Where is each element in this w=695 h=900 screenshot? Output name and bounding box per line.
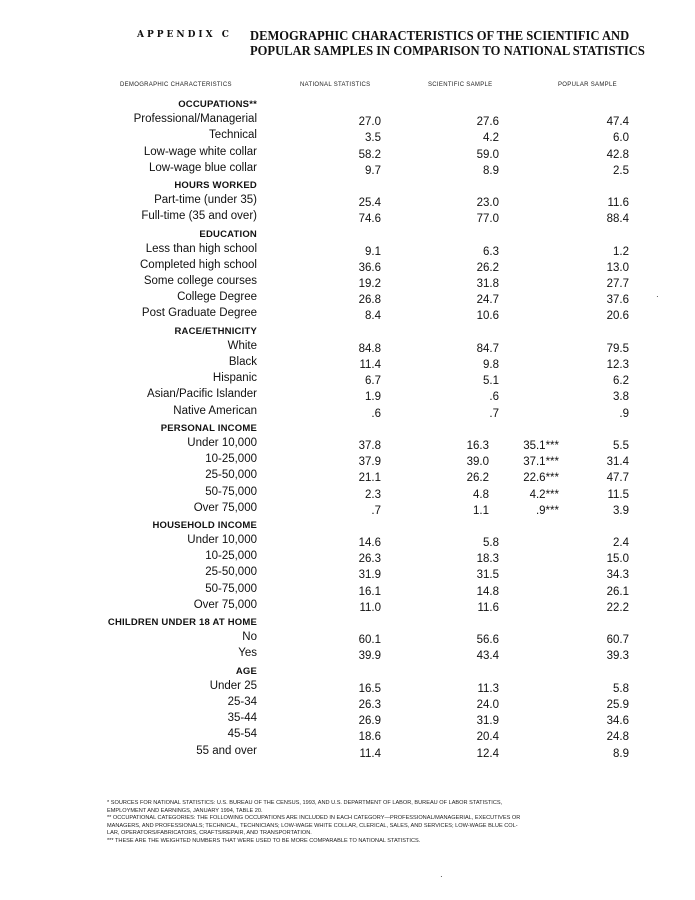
column-header-characteristics: DEMOGRAPHIC CHARACTERISTICS: [120, 82, 232, 88]
scientific-value: .7: [489, 407, 499, 420]
popular-value: 37.6: [606, 294, 629, 307]
table-row: [0, 501, 695, 517]
scientific-value: 31.9: [476, 715, 499, 728]
scientific-value: 9.8: [483, 359, 499, 371]
row-label: 45-54: [227, 728, 257, 741]
scientific-value: 23.0: [476, 197, 499, 210]
national-value: 2.3: [365, 488, 381, 501]
table-row: [0, 209, 695, 225]
table-row: [0, 468, 695, 484]
row-label: Hispanic: [212, 372, 257, 385]
national-value: 84.8: [358, 342, 381, 355]
scientific-value: 8.9: [483, 164, 499, 177]
row-label: 10-25,000: [205, 550, 257, 563]
scientific-value: 4.8: [473, 488, 489, 501]
table-row: [0, 193, 695, 209]
row-label: Black: [228, 356, 257, 368]
footnote-line: EMPLOYMENT AND EARNINGS, JANUARY 1994, TABLE 20.: [107, 807, 263, 814]
popular-value: 25.9: [606, 698, 629, 711]
popular-value: 12.3: [606, 359, 629, 371]
scientific-value: 18.3: [476, 553, 499, 566]
row-label: Native American: [173, 404, 257, 417]
popular-value: 34.3: [606, 569, 629, 582]
section-header-row: [0, 517, 695, 533]
row-label: Professional/Managerial: [133, 113, 257, 126]
section-title: CHILDREN UNDER 18 AT HOME: [107, 617, 257, 628]
popular-value: 42.8: [606, 148, 629, 161]
table-row: [0, 744, 695, 760]
table-row: [0, 404, 695, 420]
national-value: 37.9: [358, 456, 381, 469]
national-value: .7: [371, 504, 381, 517]
table-row: [0, 274, 695, 290]
scientific-value: 14.8: [476, 585, 499, 598]
row-label: 50-75,000: [205, 582, 257, 595]
section-header-row: [0, 226, 695, 242]
popular-value: 13.0: [606, 261, 629, 274]
national-value: 31.9: [358, 569, 381, 582]
scientific-value: 16.3: [466, 439, 489, 452]
national-value: 60.1: [358, 634, 381, 647]
scientific-value: 12.4: [476, 747, 499, 760]
table-row: [0, 242, 695, 258]
popular-value: 79.5: [606, 342, 629, 355]
popular-value: 31.4: [606, 456, 629, 469]
footnote-line: *** THESE ARE THE WEIGHTED NUMBERS THAT WERE USED TO BE MORE COMPARABLE TO NATIONAL STATISTICS.: [107, 837, 421, 844]
row-label: 25-50,000: [205, 566, 257, 579]
popular-value: .9: [619, 407, 629, 420]
table-row: [0, 436, 695, 452]
column-header-popular: POPULAR SAMPLE: [558, 82, 617, 88]
scientific-weighted-value: 4.2***: [529, 488, 559, 501]
section-title: AGE: [235, 665, 257, 677]
national-value: 16.5: [358, 682, 381, 695]
national-value: 9.7: [365, 164, 381, 177]
section-title: EDUCATION: [199, 228, 257, 240]
row-label: Some college courses: [143, 275, 257, 288]
popular-value: 15.0: [606, 553, 629, 566]
row-label: 35-44: [227, 712, 257, 725]
national-value: 39.9: [358, 650, 381, 663]
row-label: 25-50,000: [205, 469, 257, 482]
popular-value: 11.5: [607, 488, 629, 501]
table-row: [0, 679, 695, 695]
table-row: [0, 598, 695, 614]
popular-value: 88.4: [606, 213, 629, 226]
row-label: 10-25,000: [205, 453, 257, 466]
popular-value: 34.6: [606, 715, 629, 728]
national-value: 27.0: [358, 116, 381, 129]
section-header-row: [0, 177, 695, 193]
row-label: Under 10,000: [187, 534, 257, 547]
row-label: 55 and over: [196, 744, 257, 757]
row-label: Low-wage white collar: [143, 145, 257, 158]
popular-value: 39.3: [606, 650, 629, 663]
popular-value: 47.7: [606, 472, 629, 485]
row-label: Over 75,000: [193, 501, 257, 514]
section-header-row: [0, 96, 695, 112]
table-row: [0, 258, 695, 274]
section-title: HOUSEHOLD INCOME: [152, 519, 257, 531]
scientific-value: 26.2: [476, 261, 499, 274]
popular-value: 8.9: [613, 747, 629, 760]
table-row: [0, 533, 695, 549]
national-value: .6: [371, 407, 381, 420]
table-row: [0, 145, 695, 161]
national-value: 26.3: [358, 698, 381, 711]
section-title: OCCUPATIONS**: [178, 99, 257, 110]
scientific-value: 26.2: [466, 472, 489, 485]
table-row: [0, 161, 695, 177]
scientific-weighted-value: .9***: [535, 504, 559, 517]
table-row: [0, 306, 695, 322]
table-row: [0, 485, 695, 501]
row-label: College Degree: [177, 291, 257, 304]
section-header-row: [0, 614, 695, 630]
table-row: [0, 355, 695, 371]
table-row: [0, 695, 695, 711]
national-value: 26.9: [358, 715, 381, 728]
national-value: 74.6: [358, 213, 381, 226]
national-value: 11.4: [359, 747, 381, 760]
speck-mark: ·: [656, 292, 659, 301]
national-value: 26.8: [358, 294, 381, 307]
national-value: 18.6: [358, 731, 381, 744]
section-title: PERSONAL INCOME: [160, 422, 257, 434]
popular-value: 3.9: [613, 504, 629, 517]
national-value: 14.6: [358, 537, 381, 550]
table-row: [0, 290, 695, 306]
table-row: [0, 112, 695, 128]
scientific-value: 56.6: [476, 634, 499, 647]
scientific-value: 6.3: [483, 245, 499, 258]
row-label: Part-time (under 35): [154, 194, 257, 207]
table-row: [0, 339, 695, 355]
row-label: Post Graduate Degree: [141, 307, 257, 320]
table-row: [0, 711, 695, 727]
national-value: 19.2: [358, 278, 381, 291]
scientific-value: 5.1: [483, 375, 499, 388]
popular-value: 27.7: [606, 278, 629, 291]
national-value: 37.8: [358, 439, 381, 452]
national-value: 25.4: [358, 197, 381, 210]
row-label: Less than high school: [145, 242, 257, 255]
popular-value: 26.1: [606, 585, 629, 598]
column-header-scientific: SCIENTIFIC SAMPLE: [428, 82, 493, 88]
popular-value: 2.5: [613, 164, 629, 177]
table-row: [0, 371, 695, 387]
row-label: White: [227, 339, 257, 352]
national-value: 1.9: [365, 391, 381, 404]
section-title: RACE/ETHNICITY: [174, 325, 257, 337]
scientific-value: 77.0: [476, 213, 499, 226]
popular-value: 11.6: [607, 197, 629, 210]
table-row: [0, 582, 695, 598]
popular-value: 47.4: [606, 116, 629, 129]
section-header-row: [0, 420, 695, 436]
popular-value: 5.5: [613, 439, 629, 452]
scientific-weighted-value: 22.6***: [523, 472, 559, 485]
row-label: Under 10,000: [187, 436, 257, 449]
scientific-weighted-value: 37.1***: [523, 456, 559, 469]
national-value: 26.3: [358, 553, 381, 566]
scientific-value: 5.8: [483, 537, 499, 550]
page-title: [250, 28, 650, 58]
national-value: 6.7: [365, 375, 381, 388]
row-label: Under 25: [209, 679, 257, 692]
section-title: HOURS WORKED: [174, 179, 257, 191]
footnotes: [107, 800, 667, 845]
section-header-row: [0, 323, 695, 339]
scientific-weighted-value: 35.1***: [523, 439, 559, 452]
popular-value: 6.0: [613, 132, 629, 145]
table-row: [0, 387, 695, 403]
row-label: Completed high school: [140, 258, 257, 271]
scientific-value: 27.6: [476, 116, 499, 129]
scientific-value: 43.4: [476, 650, 499, 663]
popular-value: 5.8: [613, 682, 629, 695]
section-header-row: [0, 663, 695, 679]
popular-value: 24.8: [606, 731, 629, 744]
national-value: 11.4: [359, 359, 381, 371]
scientific-value: 59.0: [476, 148, 499, 161]
title-line-2: POPULAR SAMPLES IN COMPARISON TO NATIONAL STATISTICS: [250, 43, 645, 58]
row-label: No: [242, 631, 257, 644]
footnote-line: * SOURCES FOR NATIONAL STATISTICS: U.S. BUREAU OF THE CENSUS, 1993, AND U.S. DEPARTMENT OF LABOR, BUREAU OF LABOR STATISTICS,: [107, 800, 503, 806]
national-value: 21.1: [358, 472, 381, 485]
national-value: 8.4: [365, 310, 381, 323]
national-value: 16.1: [358, 585, 381, 598]
row-label: Over 75,000: [193, 598, 257, 611]
scientific-value: 11.6: [477, 601, 499, 614]
row-label: Asian/Pacific Islander: [147, 388, 257, 401]
popular-value: 1.2: [613, 245, 629, 258]
table-row: [0, 565, 695, 581]
popular-value: 20.6: [606, 310, 629, 323]
table-row: [0, 646, 695, 662]
national-value: 58.2: [358, 148, 381, 161]
row-label: 25-34: [227, 695, 257, 708]
table-row: [0, 727, 695, 743]
row-label: Yes: [238, 647, 257, 660]
national-value: 36.6: [358, 261, 381, 274]
popular-value: 2.4: [613, 537, 629, 550]
scientific-value: .6: [489, 391, 499, 404]
footnote-line: LAR, OPERATORS/FABRICATORS, CRAFTS/REPAIR, AND TRANSPORTATION.: [107, 830, 312, 836]
popular-value: 22.2: [606, 601, 629, 614]
scientific-value: 84.7: [476, 342, 499, 355]
popular-value: 60.7: [606, 634, 629, 647]
table-row: [0, 549, 695, 565]
speck-mark: ·: [440, 872, 443, 881]
title-line-1: DEMOGRAPHIC CHARACTERISTICS OF THE SCIENTIFIC AND: [250, 28, 630, 43]
scientific-value: 11.3: [477, 682, 499, 695]
footnote-line: MANAGERS, AND PROFESSIONALS; TECHNICAL, TECHNICIANS; LOW-WAGE WHITE COLLAR, CLERICAL, SALES, AND SERVICES; LOW-WAGE BLUE COL-: [107, 822, 518, 829]
scientific-value: 1.1: [473, 504, 489, 517]
scientific-value: 4.2: [483, 132, 499, 145]
demographics-table: [0, 96, 695, 760]
table-row: [0, 128, 695, 144]
row-label: Full-time (35 and over): [141, 210, 257, 223]
national-value: 3.5: [365, 132, 381, 145]
scientific-value: 24.0: [476, 698, 499, 711]
scientific-value: 39.0: [466, 456, 489, 469]
scientific-value: 24.7: [476, 294, 499, 307]
column-header-national: NATIONAL STATISTICS: [300, 82, 371, 88]
popular-value: 3.8: [613, 391, 629, 404]
footnote-line: ** OCCUPATIONAL CATEGORIES: THE FOLLOWING OCCUPATIONS ARE INCLUDED IN EACH CATEGORY—PROFESSIONAL/MANAGERIAL, EXECUTIVES OR: [107, 815, 521, 821]
national-value: 11.0: [359, 601, 381, 614]
scientific-value: 20.4: [476, 731, 499, 744]
row-label: 50-75,000: [205, 485, 257, 498]
row-label: Technical: [209, 129, 257, 142]
table-row: [0, 630, 695, 646]
appendix-label: APPENDIX C: [137, 30, 232, 40]
table-row: [0, 452, 695, 468]
scientific-value: 31.5: [476, 569, 499, 582]
scientific-value: 10.6: [476, 310, 499, 323]
popular-value: 6.2: [613, 375, 629, 388]
scientific-value: 31.8: [476, 278, 499, 291]
national-value: 9.1: [365, 245, 381, 258]
row-label: Low-wage blue collar: [148, 161, 257, 174]
